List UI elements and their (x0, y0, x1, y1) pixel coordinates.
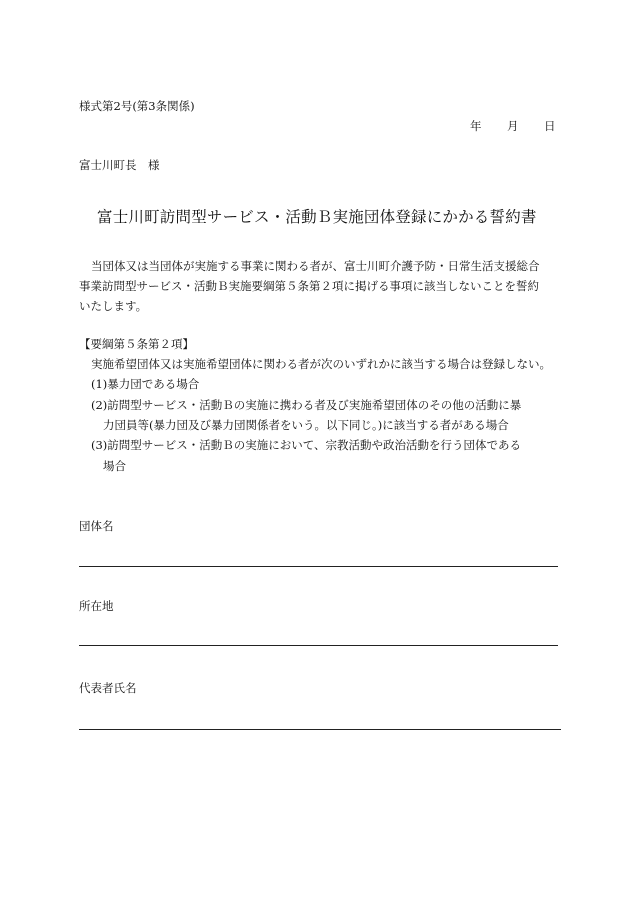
clause-item-2: (2)訪問型サービス・活動Ｂの実施に携わる者及び実施希望団体のその他の活動に暴 (91, 398, 522, 412)
body-line-2: 事業訪問型サービス・活動Ｂ実施要綱第５条第２項に掲げる事項に該当しないことを誓約 (79, 279, 539, 293)
date-line (470, 118, 556, 134)
representative-label: 代表者氏名 (79, 681, 137, 695)
clause-heading: 【要綱第５条第２項】 (79, 337, 194, 351)
form-number: 様式第2号(第3条関係) (79, 99, 195, 113)
body-line-3: いたします。 (79, 299, 148, 313)
address-line[interactable] (79, 645, 558, 646)
day-label: 日 (544, 119, 556, 133)
address-label: 所在地 (79, 599, 114, 613)
clause-item-1: (1)暴力団である場合 (91, 377, 200, 391)
body-line-1: 当団体又は当団体が実施する事業に関わる者が、富士川町介護予防・日常生活支援総合 (91, 259, 540, 273)
year-label: 年 (470, 119, 482, 133)
addressee: 富士川町長 様 (79, 158, 160, 172)
month-label: 月 (507, 119, 519, 133)
clause-item-2-cont: 力団員等(暴力団及び暴力団関係者をいう。以下同じ。)に該当する者がある場合 (103, 418, 509, 432)
representative-line[interactable] (79, 729, 561, 730)
document-title: 富士川町訪問型サービス・活動Ｂ実施団体登録にかかる誓約書 (97, 208, 537, 226)
group-name-line[interactable] (79, 566, 558, 567)
clause-item-3-cont: 場合 (103, 459, 126, 473)
group-name-label: 団体名 (79, 519, 114, 533)
clause-item-3: (3)訪問型サービス・活動Ｂの実施において、宗教活動や政治活動を行う団体である (91, 438, 522, 452)
clause-lead: 実施希望団体又は実施希望団体に関わる者が次のいずれかに該当する場合は登録しない。 (91, 357, 551, 371)
